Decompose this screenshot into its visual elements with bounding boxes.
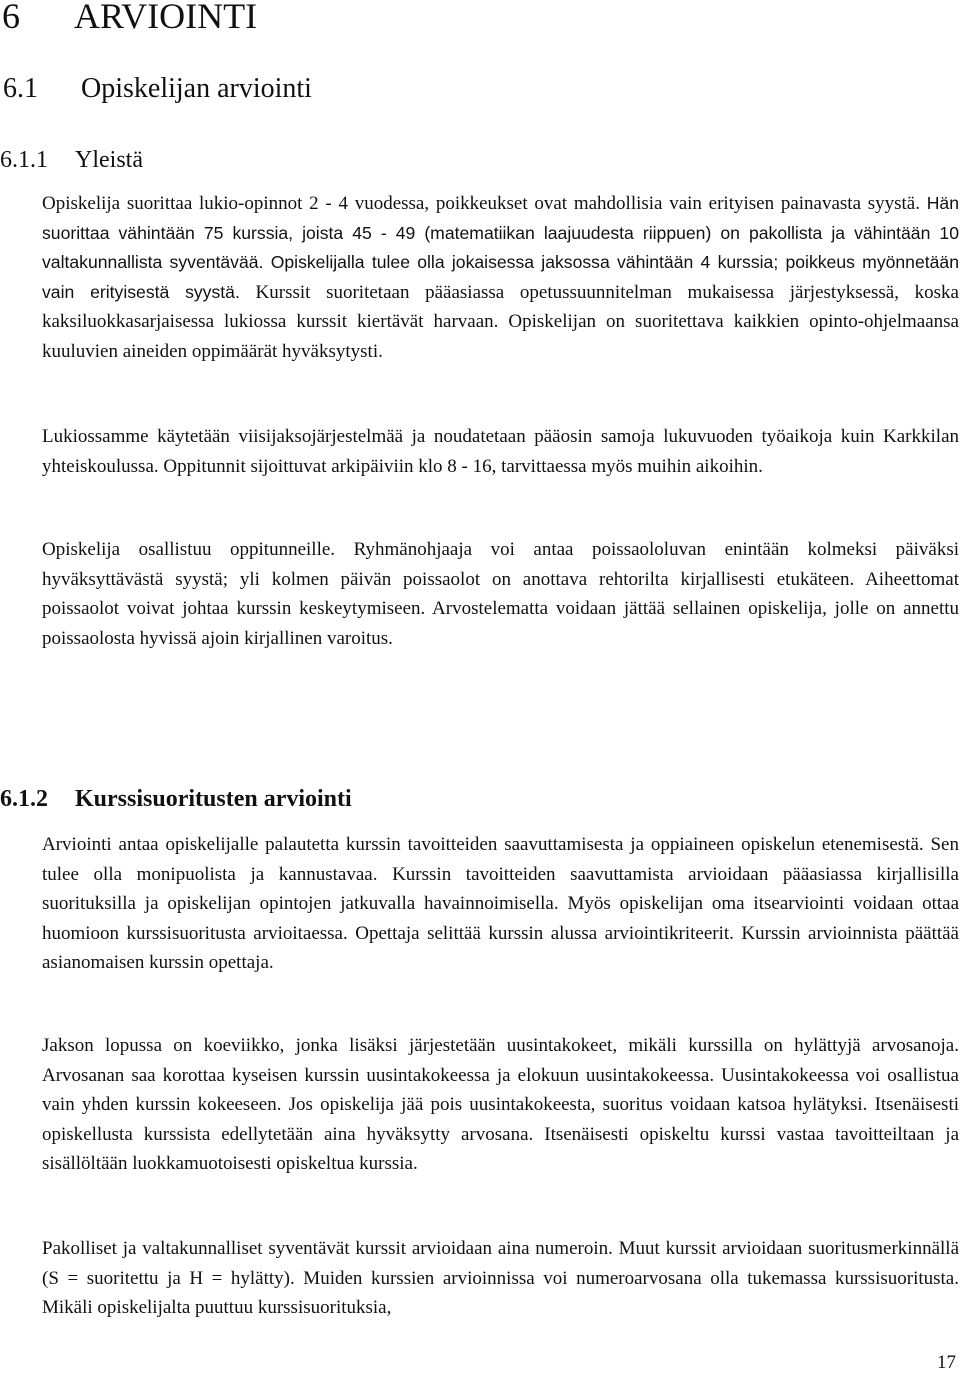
paragraph-text-serif-end: Kurssit suoritetaan pääasiassa opetussuunnitelman mukaisessa järjestyksessä, koska kaksiluokkasarjaisessa lukiossa kurssit kiertävät harvaan. Opiskelijan on suoritettava kaikkien opinto-ohjelmaansa kuuluvien aineiden oppimäärät hyväksytysti. (42, 281, 959, 362)
paragraph-assessment-1: Arviointi antaa opiskelijalle palautetta kurssin tavoitteiden saavuttamisesta ja oppiaineen opiskelun etenemisestä. Sen tulee olla monipuolista ja kannustavaa. Kurssin tavoitteiden saavuttamista arvioidaan pääasiassa kirjallisilla suorituksilla ja opiskelijan opintojen jatkuvalla havainnoimisella. Myös opiskelijan oma itsearviointi voidaan ottaa huomioon kurssisuoritusta arvioitaessa. Opettaja selittää kurssin alussa arviointikriteerit. Kurssin arvioinnista päättää asianomaisen kurssin opettaja. (42, 834, 959, 974)
chapter-number: 6 (2, 0, 20, 36)
subsection-heading-kurssisuoritukset (0, 782, 352, 816)
paragraph-general-1 (42, 189, 959, 367)
chapter-title: ARVIOINTI (74, 0, 258, 36)
page-number: 17 (937, 1352, 956, 1373)
paragraph-general-2: Lukiossamme käytetään viisijaksojärjestelmää ja noudatetaan pääosin samoja lukuvuoden työaikoja kuin Karkkilan yhteiskoulussa. Oppitunnit sijoittuvat arkipäiviin klo 8 - 16, tarvittaessa myös muihin aikoihin. (42, 426, 959, 477)
chapter-heading (2, 0, 257, 38)
section-heading (0, 70, 312, 108)
paragraph-assessment-3: Pakolliset ja valtakunnalliset syventävät kurssit arvioidaan aina numeroin. Muut kurssit arvioidaan suoritusmerkinnällä (S = suoritettu ja H = hylätty). Muiden kurssien arvioinnissa voi numeroarvosana olla tukemassa kurssisuoritusta. Mikäli opiskelijalta puuttuu kurssisuorituksia, (42, 1238, 959, 1319)
section-title: Opiskelijan arviointi (81, 73, 312, 104)
paragraph-general-3: Opiskelija osallistuu oppitunneille. Ryhmänohjaaja voi antaa poissaololuvan enintään kolmeksi päiväksi hyväksyttävästä syystä; yli kolmen päivän poissaolot on anottava rehtorilta kirjallisesti etukäteen. Aiheettomat poissaolot voivat johtaa kurssin keskeytymiseen. Arvostelematta voidaan jättää sellainen opiskelija, jolle on annettu poissaolosta hyvissä ajoin kirjallinen varoitus. (42, 539, 959, 649)
paragraph-text-sans: Hän suorittaa vähintään 75 kurssia, joista 45 - 49 (matematiikan laajuudesta riippuen) on pakollista ja vähintään 10 valtakunnallista syventävää. Opiskelijalla tulee olla jokaisessa jaksossa vähintään 4 kurssia; poikkeus myönnetään vain erityisestä syystä. (42, 193, 959, 302)
section-number: 6.1 (3, 73, 38, 104)
paragraph-assessment-2: Jakson lopussa on koeviikko, jonka lisäksi järjestetään uusintakokeet, mikäli kurssilla on hylättyjä arvosanoja. Arvosanan saa korottaa kyseisen kurssin uusintakokeessa ja elokuun uusintakokeessa. Uusintakokeessa voi osallistua vain yhden kurssin kokeeseen. Jos opiskelija jää pois uusintakokeesta, suoritus voidaan katsoa hylätyksi. Itsenäisesti opiskellusta kurssista edellytetään aina hyväksytty arvosana. Itsenäisesti opiskeltu kurssi vastaa tavoitteiltaan ja sisällöltään luokkamuotoisesti opiskeltua kurssia. (42, 1035, 959, 1175)
subsection-number: 6.1.2 (0, 786, 48, 812)
subsection-title: Yleistä (75, 147, 143, 173)
subsection-heading-yleista (0, 143, 143, 177)
subsection-number: 6.1.1 (0, 147, 48, 173)
paragraph-text-serif-start: Opiskelija suorittaa lukio-opinnot 2 - 4 vuodessa, poikkeukset ovat mahdollisia vain erityisen painavasta syystä. (42, 193, 920, 214)
subsection-title: Kurssisuoritusten arviointi (75, 786, 352, 812)
